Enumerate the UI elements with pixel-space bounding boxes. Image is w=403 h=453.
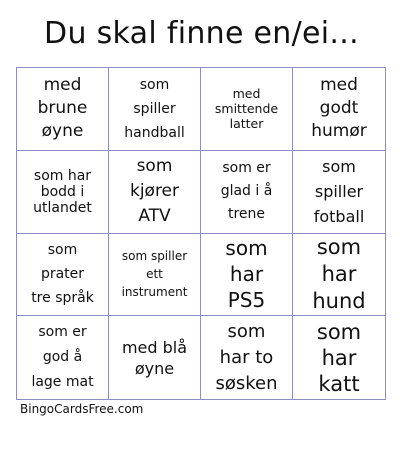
bingo-cell[interactable] bbox=[201, 234, 293, 317]
cell-text: med blå øyne bbox=[121, 337, 188, 378]
cell-text: som kjører ATV bbox=[129, 156, 180, 227]
cell-text: som prater tre språk bbox=[31, 242, 94, 307]
cell-text: som har PS5 bbox=[225, 236, 268, 313]
cell-text: som har bodd i utlandet bbox=[33, 167, 92, 216]
cell-text: som har to søsken bbox=[215, 320, 278, 394]
bingo-cell[interactable] bbox=[201, 68, 293, 151]
bingo-cell[interactable] bbox=[17, 316, 109, 399]
bingo-cell[interactable] bbox=[201, 316, 293, 399]
bingo-cell[interactable] bbox=[17, 151, 109, 234]
bingo-cell[interactable] bbox=[17, 234, 109, 317]
bingo-cell[interactable] bbox=[17, 68, 109, 151]
cell-text: som er god å lage mat bbox=[31, 324, 94, 391]
cell-text: som spiller fotball bbox=[313, 157, 365, 227]
cell-text: som er glad i å trene bbox=[220, 160, 273, 223]
bingo-cell[interactable] bbox=[293, 68, 385, 151]
bingo-cell[interactable] bbox=[109, 151, 201, 234]
bingo-cell[interactable] bbox=[109, 234, 201, 317]
cell-text: med godt humør bbox=[311, 75, 367, 142]
bingo-cell[interactable] bbox=[109, 68, 201, 151]
bingo-cell[interactable] bbox=[293, 316, 385, 399]
bingo-cell[interactable] bbox=[109, 316, 201, 399]
cell-text: som spiller handball bbox=[124, 76, 185, 141]
footer-credit: BingoCardsFree.com bbox=[20, 402, 144, 416]
cell-text: som spiller ett instrument bbox=[121, 249, 188, 300]
bingo-cell[interactable] bbox=[201, 151, 293, 234]
cell-text: med brune øyne bbox=[37, 75, 88, 142]
card-title: Du skal finne en/ei... bbox=[44, 16, 359, 51]
bingo-cell[interactable] bbox=[293, 234, 385, 317]
bingo-cell[interactable] bbox=[293, 151, 385, 234]
cell-text: med smittende latter bbox=[214, 86, 279, 132]
bingo-board bbox=[16, 67, 386, 400]
cell-text: som har hund bbox=[312, 234, 366, 313]
cell-text: som har katt bbox=[316, 319, 362, 396]
